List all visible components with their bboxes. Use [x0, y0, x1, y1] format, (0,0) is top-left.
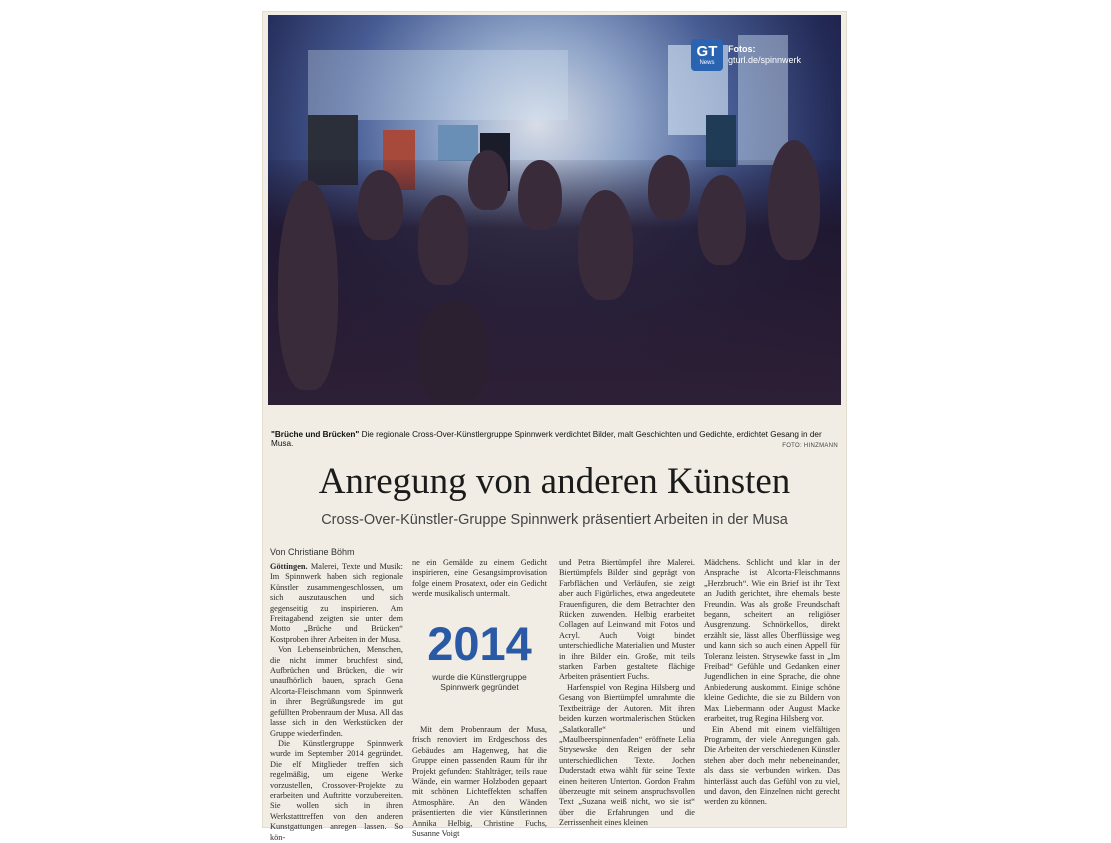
audience-member — [358, 170, 403, 240]
photo-credit-label: Fotos: — [727, 44, 756, 55]
photo-caption — [271, 430, 841, 448]
audience-member — [648, 155, 690, 220]
audience — [268, 160, 841, 405]
paragraph — [270, 562, 403, 645]
byline: Von Christiane Böhm — [270, 547, 355, 557]
photo-credit-box — [691, 39, 801, 71]
factbox-year: 2014 — [427, 617, 532, 670]
logo-text: GT — [696, 43, 718, 60]
audience-member — [278, 180, 338, 390]
paragraph: und Petra Biertümpfel ihre Malerei. Biertümpfels Bilder sind geprägt von Farbflächen und Verläufen, sie zeigt aber auch Figürliches, etwa angedeutete Frauenfiguren, die dem Betrachter den Rücken zuwenden. Helbig erarbeitet Collagen auf Leinwand mit Fotos und Acryl. Auch Voigt bindet unterschiedliche Materialien und Muster in ihre Bilder ein. Große, mit teils starken Farben gestaltete flächige Arbeiten präsentiert Fuchs. — [559, 558, 695, 682]
audience-member — [418, 300, 488, 405]
dateline: Göttingen. — [270, 562, 308, 571]
paragraph: Mit dem Probenraum der Musa, frisch renoviert im Erdgeschoss des Gebäudes am Hagenweg, hat die Gruppe einen passenden Raum für ihr Projekt gefunden: Stahlträger, teils raue Wände, ein warmer Holzboden gepaart mit schönen Lichteffekten schaffen Atmosphäre. An den Wänden präsentierten die vier Künstlerinnen Annika Helbig, Christine Fuchs, Susanne Voigt — [412, 725, 547, 839]
audience-member — [418, 195, 468, 285]
headline: Anregung von anderen Künsten — [318, 461, 791, 502]
paragraph-text: Malerei, Texte und Musik: Im Spinnwerk haben sich regionale Künstler zusammengeschlossen, um sich auszutauschen und sich gegenseitig zu inspirieren. Am Freitagabend zeigten sie unter dem Motto „Brüche und Brücken“ Kostproben ihrer Arbeiten in der Musa. — [270, 562, 403, 644]
audience-member — [578, 190, 633, 300]
back-wall-light — [308, 50, 568, 120]
factbox-text: wurde die Künstlergruppe Spinnwerk gegründet — [432, 672, 527, 692]
painting-blue — [438, 125, 478, 161]
paragraph: Harfenspiel von Regina Hilsberg und Gesang von Biertümpfel umrahmte die Textbeiträge der Autoren. Mit ihren beiden kurzen wortmalerischen Stücken „Salatkoralle“ und „Maulbeerspinnenfaden“ eröffnete Lelia Strysewske den Reigen der sehr unterschiedlichen Texte. Jochen Duderstadt etwa wählt für seine Texte einen heiteren Unterton. Gordon Frahm überzeugte mit seinem anspruchsvollen Text „Suzana weiß nicht, wo sie ist“ über die Erfahrungen und die Zerrissenheit eines kleinen — [559, 682, 695, 828]
subheadline: Cross-Over-Künstler-Gruppe Spinnwerk präsentiert Arbeiten in der Musa — [321, 512, 788, 528]
audience-member — [698, 175, 746, 265]
audience-member — [468, 150, 508, 210]
photo-credit: FOTO: HINZMANN — [782, 443, 838, 449]
photo-link[interactable] — [728, 44, 801, 66]
paragraph: Von Lebenseinbrüchen, Menschen, die nicht immer bruchfest sind, Aufbrüchen und Brücken, die wir unaufhörlich bauen, sprach Gena Alcorta-Fleischmann vom Spinnwerk in ihrer Begrüßungsrede im gut gefüllten Probenraum der Musa. All das lasse sich in den Werkstücken der Gruppe wiederfinden. — [270, 645, 403, 738]
caption-title: "Brüche und Brücken" — [271, 430, 360, 439]
event-photo — [268, 15, 841, 405]
article-column-2-top — [412, 558, 547, 600]
newspaper-clipping — [263, 12, 846, 842]
paragraph: Mädchens. Schlicht und klar in der Ansprache ist Alcorta-Fleischmanns „Herzbruch“. Wie ein Brief ist ihr Text an Judith gerichtet, ihre ehemals beste Freundin. Was als große Freundschaft begann, scheitert an religiöser Ausgrenzung. Schnörkellos, direkt erzählt sie, lässt alles Überflüssige weg und kann sich so auch einen Appell für Toleranz leisten. Strysewke fasst in „Im Freibad“ Gefühle und Gedanken einer Jugendlichen in eine Sprache, die ohne Anbiederung auskommt. Einige schöne kleine Gedichte, die sie zu Bildern von Max Liebermann oder August Macke erarbeitet, trug Regina Hilsberg vor. — [704, 558, 840, 724]
article-column-4 — [704, 558, 840, 808]
paragraph: Die Künstlergruppe Spinnwerk wurde im September 2014 gegründet. Die elf Mitglieder treffen sich regelmäßig, um eigene Werke vorzustellen, Crossover-Projekte zu erarbeiten und Auftritte vorzubereiten. Sie wollen sich in ihren Werkstatttreffen von den anderen Kunstgattungen anregen lassen. So kön- — [270, 738, 403, 842]
caption-text: Die regionale Cross-Over-Künstlergruppe Spinnwerk verdichtet Bilder, malt Geschichten und Gedichte, erdichtet Gesang in der Musa. — [271, 430, 822, 448]
photo-credit-url: gturl.de/spinnwerk — [727, 55, 801, 65]
audience-member — [768, 140, 820, 260]
paragraph: ne ein Gemälde zu einem Gedicht inspirieren, eine Gesangsimprovisation folge einem Prosatext, oder ein Gedicht werde musikalisch untermalt. — [412, 558, 547, 599]
article-column-3 — [559, 558, 695, 829]
article-column-2-bottom — [412, 725, 547, 839]
article-column-1 — [270, 562, 403, 843]
audience-member — [518, 160, 562, 230]
logo-sub: News — [699, 60, 715, 66]
paragraph: Ein Abend mit einem vielfältigen Programm, der viele Anregungen gab. Die Arbeiten der verschiedenen Künstler stehen aber doch mehr nebeneinander, als dass sie verbunden wirken. Das hinterlässt auch das Gefühl von zu viel, und davon, den Einzelnen nicht gerecht werden zu können. — [704, 724, 840, 807]
gt-news-logo — [691, 39, 723, 71]
